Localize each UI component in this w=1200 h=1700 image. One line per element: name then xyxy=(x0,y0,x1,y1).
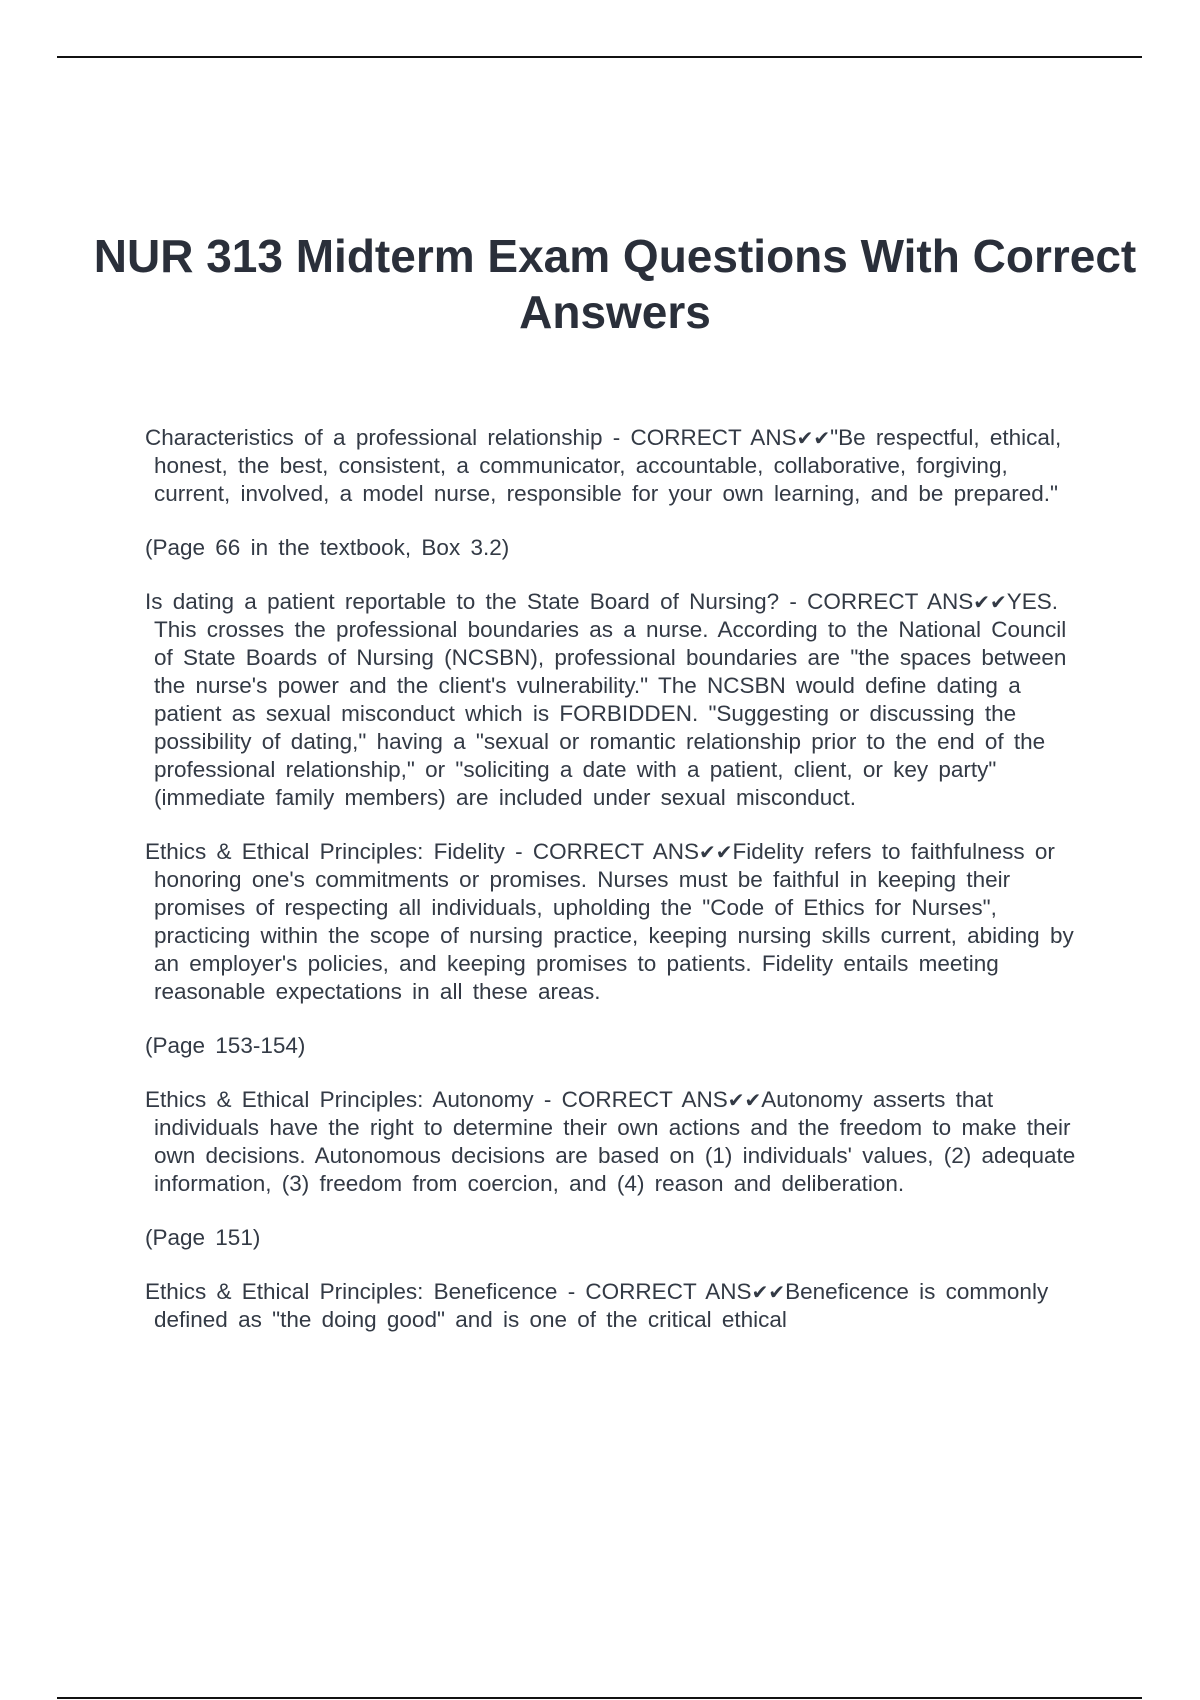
answer-text: YES. This crosses the professional boundaries as a nurse. According to the National Council of State Boards of Nursing (NCSBN), professional boundaries are "the spaces between the nurse's power and the client's vulnerability." The NCSBN would define dating a patient as sexual misconduct which is FORBIDDEN. "Suggesting or discussing the possibility of dating," having a "sexual or romantic relationship prior to the end of the professional relationship," or "soliciting a date with a patient, client, or key party" (immediate family members) are included under sexual misconduct. xyxy=(154,589,1067,810)
double-check-icon: ✔✔ xyxy=(727,1088,762,1112)
page-reference: (Page 66 in the textbook, Box 3.2) xyxy=(145,535,510,560)
qa-entry xyxy=(145,424,1085,508)
answer-text: Beneficence is commonly defined as "the doing good" and is one of the critical ethical xyxy=(154,1279,1049,1332)
double-check-icon: ✔✔ xyxy=(796,426,831,450)
answer-text: Fidelity refers to faithfulness or honoring one's commitments or promises. Nurses must be faithful in keeping their promises of respecting all individuals, upholding the "Code of Ethics for Nurses", practicing within the scope of nursing practice, keeping nursing skills current, abiding by an employer's policies, and keeping promises to patients. Fidelity entails meeting reasonable expectations in all these areas. xyxy=(154,839,1074,1004)
question-text: Ethics & Ethical Principles: Autonomy - CORRECT ANS xyxy=(145,1087,728,1112)
qa-entry xyxy=(145,1278,1085,1334)
page-reference: (Page 151) xyxy=(145,1225,261,1250)
document-title: NUR 313 Midterm Exam Questions With Correct Answers xyxy=(93,230,1137,338)
answer-text: Autonomy asserts that individuals have the right to determine their own actions and the freedom to make their own decisions. Autonomous decisions are based on (1) individuals' values, (2) adequate information, (3) freedom from coercion, and (4) reason and deliberation. xyxy=(154,1087,1076,1196)
qa-entry xyxy=(145,1086,1085,1198)
qa-entry xyxy=(145,588,1085,812)
qa-entry xyxy=(145,838,1085,1006)
question-text: Is dating a patient reportable to the State Board of Nursing? - CORRECT ANS xyxy=(145,589,974,614)
top-rule xyxy=(57,56,1142,58)
question-text: Characteristics of a professional relationship - CORRECT ANS xyxy=(145,425,797,450)
question-text: Ethics & Ethical Principles: Beneficence - CORRECT ANS xyxy=(145,1279,752,1304)
double-check-icon: ✔✔ xyxy=(973,590,1007,614)
question-text: Ethics & Ethical Principles: Fidelity - CORRECT ANS xyxy=(145,839,699,864)
page-reference: (Page 153-154) xyxy=(145,1033,306,1058)
document-body xyxy=(145,424,1085,1360)
bottom-rule xyxy=(57,1697,1142,1699)
answer-text: "Be respectful, ethical, honest, the best, consistent, a communicator, accountable, collaborative, forgiving, current, involved, a model nurse, responsible for your own learning, and be prepared." xyxy=(154,425,1062,506)
double-check-icon: ✔✔ xyxy=(751,1280,786,1304)
double-check-icon: ✔✔ xyxy=(698,840,733,864)
